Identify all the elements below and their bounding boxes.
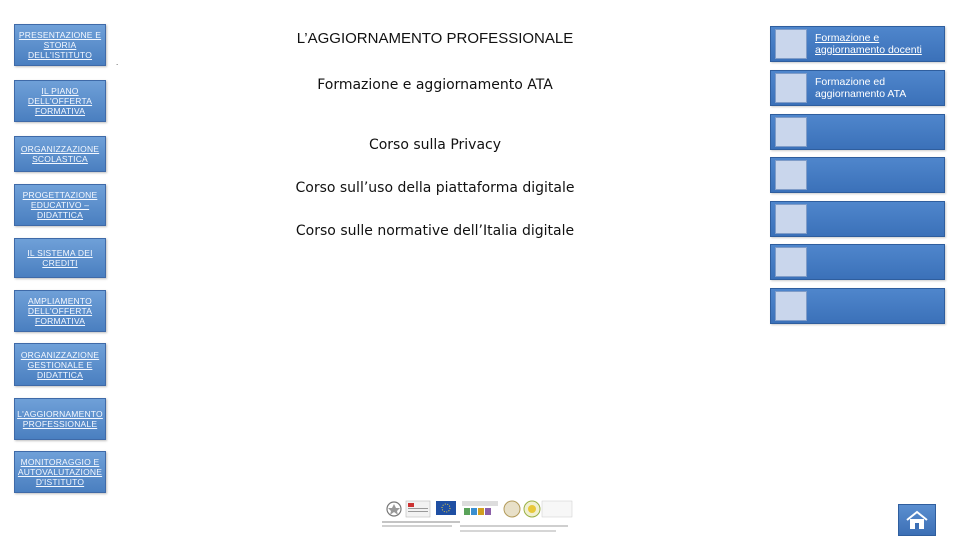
nav-button-organizzazione-scolastica[interactable] (14, 136, 106, 172)
section-item: Corso sull’uso della piattaforma digitale (295, 180, 575, 196)
panel-thumbnail (775, 247, 807, 277)
nav-button-piano-offerta[interactable] (14, 80, 106, 122)
nav-button-label: IL SISTEMA DEI CREDITI (27, 248, 93, 268)
nav-button-label: MONITORAGGIO E AUTOVALUTAZIONE D'ISTITUTO (17, 457, 103, 487)
section-item: Formazione e aggiornamento ATA (317, 77, 553, 93)
panel-row-formazione-ata[interactable] (770, 70, 945, 106)
panel-thumbnail (775, 73, 807, 103)
nav-button-label: IL PIANO DELL'OFFERTA FORMATIVA (27, 86, 93, 116)
panel-thumbnail (775, 117, 807, 147)
nav-button-label: ORGANIZZAZIONE GESTIONALE E DIDATTICA (20, 349, 100, 380)
nav-button-label: ORGANIZZAZIONE SCOLASTICA (20, 144, 100, 164)
panel-row-empty[interactable] (770, 244, 945, 280)
nav-button-ampliamento[interactable] (14, 290, 106, 332)
panel-row-label[interactable]: Formazione e aggiornamento docenti (815, 32, 922, 56)
panel-thumbnail (775, 160, 807, 190)
panel-thumbnail (775, 29, 807, 59)
panel-row-empty[interactable] (770, 114, 945, 150)
republic-emblem-icon (387, 502, 401, 516)
nav-button-progettazione[interactable] (14, 184, 106, 226)
partner-logos (382, 497, 578, 537)
panel-row-empty[interactable] (770, 201, 945, 237)
nav-button-sistema-crediti[interactable] (14, 238, 106, 278)
section-item: Corso sulle normative dell’Italia digitale (295, 223, 575, 239)
panel-row-label: Formazione ed aggiornamento ATA (815, 76, 907, 100)
nav-button-label: L'AGGIORNAMENTO PROFESSIONALE (17, 409, 103, 429)
stray-dot: . (116, 58, 119, 67)
nav-button-label: PROGETTAZIONE EDUCATIVO – DIDATTICA (22, 190, 98, 220)
section-item: Corso sulla Privacy (368, 137, 502, 153)
nav-button-aggiornamento[interactable] (14, 398, 106, 440)
eu-flag-icon (436, 501, 456, 515)
nav-button-label: AMPLIAMENTO DELL'OFFERTA FORMATIVA (27, 296, 93, 326)
nav-button-label: PRESENTAZIONE E STORIA DELL'ISTITUTO (18, 30, 102, 60)
home-button[interactable] (898, 504, 936, 536)
nav-button-monitoraggio[interactable] (14, 451, 106, 493)
home-icon (905, 510, 929, 530)
panel-thumbnail (775, 204, 807, 234)
nav-button-presentazione[interactable] (14, 24, 106, 66)
panel-row-formazione-docenti[interactable] (770, 26, 945, 62)
nav-button-organizzazione-gestionale[interactable] (14, 343, 106, 386)
panel-thumbnail (775, 291, 807, 321)
page-title: L’AGGIORNAMENTO PROFESSIONALE (296, 30, 574, 47)
panel-row-empty[interactable] (770, 288, 945, 324)
panel-row-empty[interactable] (770, 157, 945, 193)
